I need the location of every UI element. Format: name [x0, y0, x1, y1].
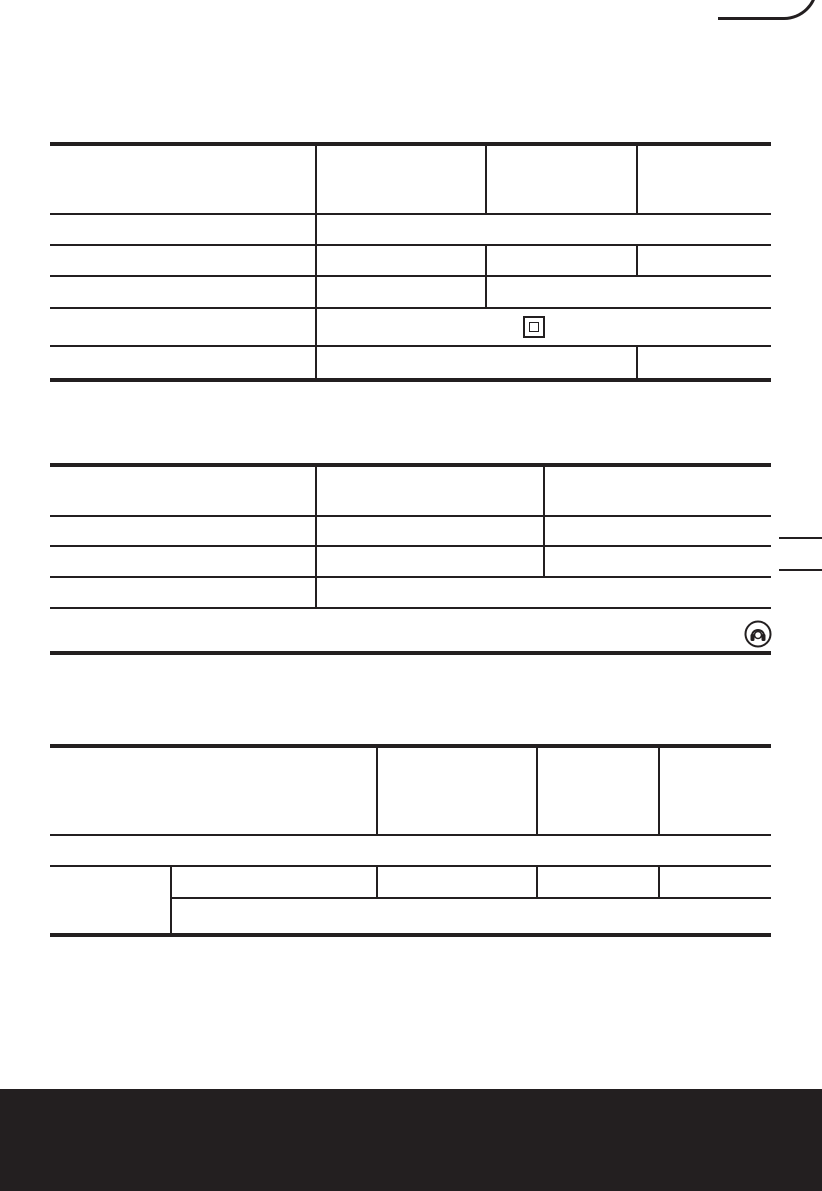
- table-bottom-rule: [50, 378, 771, 382]
- column-divider: [315, 517, 317, 545]
- side-tab-rule: [779, 569, 822, 571]
- column-divider: [315, 215, 317, 244]
- column-divider: [315, 547, 317, 576]
- column-divider: [315, 578, 317, 607]
- row-rule: [50, 607, 771, 609]
- row-rule: [50, 545, 771, 547]
- row-rule: [50, 345, 771, 347]
- column-divider: [315, 146, 317, 213]
- side-tab-rule: [779, 537, 822, 539]
- column-divider: [485, 277, 487, 307]
- column-divider: [376, 867, 378, 897]
- row-rule: [50, 865, 771, 867]
- column-divider: [315, 467, 317, 515]
- row-rule: [50, 834, 771, 836]
- page-footer-band: [0, 1089, 822, 1191]
- table-top-rule: [50, 463, 771, 467]
- row-rule: [50, 307, 771, 309]
- column-divider: [658, 748, 660, 834]
- column-divider: [543, 547, 545, 576]
- column-divider: [658, 867, 660, 897]
- page-corner-curve: [718, 0, 818, 20]
- table-bottom-rule: [50, 651, 771, 655]
- column-divider: [170, 867, 172, 933]
- column-divider: [376, 748, 378, 834]
- column-divider: [485, 246, 487, 275]
- table-top-rule: [50, 744, 771, 748]
- row-rule: [50, 515, 771, 517]
- row-rule: [50, 275, 771, 277]
- ear-protection-icon: [744, 620, 772, 648]
- column-divider: [536, 867, 538, 897]
- column-divider: [636, 246, 638, 275]
- row-rule: [171, 897, 771, 899]
- column-divider: [315, 277, 317, 307]
- column-divider: [543, 517, 545, 545]
- row-rule: [50, 213, 771, 215]
- row-rule: [50, 244, 771, 246]
- table-bottom-rule: [50, 933, 771, 937]
- column-divider: [543, 467, 545, 515]
- row-rule: [50, 576, 771, 578]
- column-divider: [636, 347, 638, 378]
- column-divider: [536, 748, 538, 834]
- column-divider: [315, 309, 317, 345]
- column-divider: [315, 347, 317, 378]
- column-divider: [636, 146, 638, 213]
- column-divider: [485, 146, 487, 213]
- column-divider: [315, 246, 317, 275]
- double-insulation-icon: [523, 316, 545, 338]
- table-top-rule: [50, 142, 771, 146]
